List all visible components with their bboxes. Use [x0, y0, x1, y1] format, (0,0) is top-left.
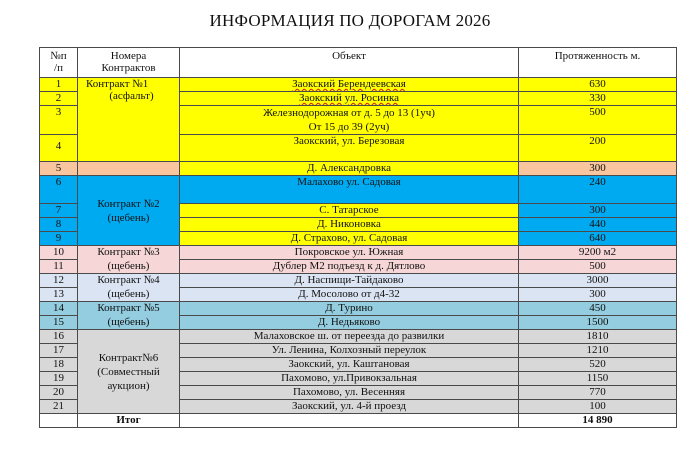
row-object: Железнодорожная от д. 5 до 13 (1уч) От 15 до 39 (2уч)	[180, 106, 519, 135]
row-object: Дублер М2 подъезд к д. Дятлово	[180, 260, 519, 274]
row-number: 15	[40, 316, 78, 330]
table-row	[40, 78, 689, 92]
row-length: 300	[519, 288, 677, 302]
row-length: 500	[519, 106, 677, 135]
total-empty-object-cell	[180, 414, 519, 428]
row-length: 520	[519, 358, 677, 372]
row-number: 6	[40, 176, 78, 204]
row-object: Малаховское ш. от переезда до развилки	[180, 330, 519, 344]
row-object: Малахово ул. Садовая	[180, 176, 519, 204]
table-row	[40, 302, 689, 316]
row-number: 7	[40, 204, 78, 218]
row-number: 21	[40, 400, 78, 414]
contract-3-cell: Контракт №3 (щебень)	[78, 246, 180, 274]
header-contracts: Номера Контрактов	[78, 48, 180, 78]
row-object: Пахомово, ул. Весенняя	[180, 386, 519, 400]
row-object: Ул. Ленина, Колхозный переулок	[180, 344, 519, 358]
row-number: 2	[40, 92, 78, 106]
table-row	[40, 162, 689, 176]
row-object: С. Татарское	[180, 204, 519, 218]
row-object: Заокский, ул. 4-й проезд	[180, 400, 519, 414]
row-length: 240	[519, 176, 677, 204]
row-number: 14	[40, 302, 78, 316]
total-row	[40, 414, 689, 428]
header-number: №п /п	[40, 48, 78, 78]
contract-1-cell: Контракт №1 (асфальт)	[78, 78, 180, 162]
page-title: ИНФОРМАЦИЯ ПО ДОРОГАМ 2026	[209, 11, 491, 30]
row-object: Заокский, ул. Березовая	[180, 135, 519, 162]
row-number: 12	[40, 274, 78, 288]
row-number: 1	[40, 78, 78, 92]
row-length: 1150	[519, 372, 677, 386]
table-row	[40, 330, 689, 344]
roads-table	[39, 47, 689, 428]
total-value: 14 890	[519, 414, 677, 428]
row-number: 10	[40, 246, 78, 260]
row-number: 18	[40, 358, 78, 372]
row-number: 8	[40, 218, 78, 232]
row-number: 3	[40, 106, 78, 135]
row-length: 1810	[519, 330, 677, 344]
row-object: Покровское ул. Южная	[180, 246, 519, 260]
row-number: 20	[40, 386, 78, 400]
contract-6-cell: Контракт№6 (Совместный аукцион)	[78, 330, 180, 414]
table-row	[40, 274, 689, 288]
row-object: Д. Александровка	[180, 162, 519, 176]
row-length: 450	[519, 302, 677, 316]
total-empty-cell	[40, 414, 78, 428]
row-number: 13	[40, 288, 78, 302]
header-length: Протяженность м.	[519, 48, 677, 78]
row-number: 9	[40, 232, 78, 246]
row-length: 770	[519, 386, 677, 400]
row-object: Д. Наспищи-Тайдаково	[180, 274, 519, 288]
row-number: 5	[40, 162, 78, 176]
contract-5-cell: Контракт №5 (щебень)	[78, 302, 180, 330]
row-length: 640	[519, 232, 677, 246]
row-length: 9200 м2	[519, 246, 677, 260]
row-object: Д. Турино	[180, 302, 519, 316]
row-number: 19	[40, 372, 78, 386]
row-length: 300	[519, 204, 677, 218]
row-length: 500	[519, 260, 677, 274]
row-length: 1210	[519, 344, 677, 358]
contract-4-cell: Контракт №4 (щебень)	[78, 274, 180, 302]
row-length: 3000	[519, 274, 677, 288]
row-length: 200	[519, 135, 677, 162]
row-length: 630	[519, 78, 677, 92]
row-object: Заокский ул. Росинка	[180, 92, 519, 106]
contract-2-cell: Контракт №2 (щебень)	[78, 176, 180, 246]
row-length: 100	[519, 400, 677, 414]
header-object: Объект	[180, 48, 519, 78]
row-number: 16	[40, 330, 78, 344]
row-object: Заокский, ул. Каштановая	[180, 358, 519, 372]
row-length: 1500	[519, 316, 677, 330]
row-object: Д. Никоновка	[180, 218, 519, 232]
row-length: 440	[519, 218, 677, 232]
row-object: Д. Страхово, ул. Садовая	[180, 232, 519, 246]
table-row	[40, 246, 689, 260]
row-number: 11	[40, 260, 78, 274]
row-number: 4	[40, 135, 78, 162]
row-length: 330	[519, 92, 677, 106]
table-row	[40, 176, 689, 204]
contract-empty-cell	[78, 162, 180, 176]
table-edge-column	[677, 48, 689, 428]
total-label: Итог	[78, 414, 180, 428]
table-header-row	[40, 48, 689, 78]
row-object: Д. Недьяково	[180, 316, 519, 330]
row-object: Заокский Берендеевская	[180, 78, 519, 92]
row-object: Д. Мосолово от д4-32	[180, 288, 519, 302]
row-object: Пахомово, ул.Привокзальная	[180, 372, 519, 386]
row-length: 300	[519, 162, 677, 176]
row-number: 17	[40, 344, 78, 358]
